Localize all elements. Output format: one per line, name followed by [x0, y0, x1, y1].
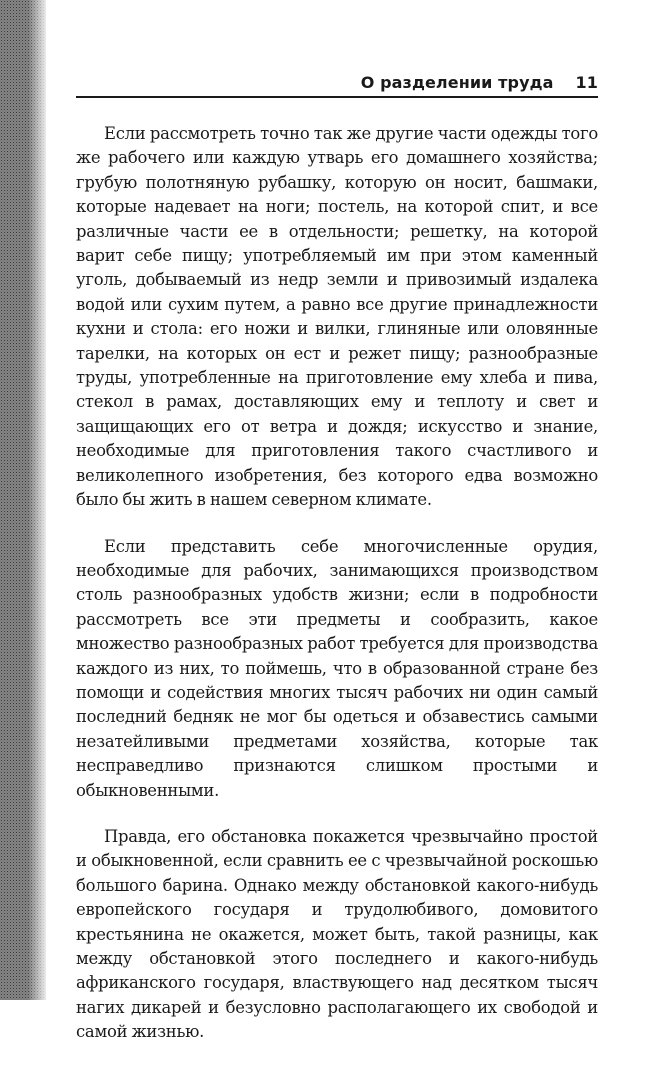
page-edge-shadow: [0, 0, 46, 1000]
body-text: [76, 122, 598, 1067]
paragraph-3: Правда, его обстановка покажется чрезвычайно простой и обыкновенной, если сравнить ее с чрезвычайной роскошью большого барина. Однако между обстановкой какого-нибудь европейского государя и трудолюбивого, домовитого крестьянина не окажется, может быть, такой разницы, как между обстановкой этого последнего и какого-нибудь африканского государя, властвующего над десятком тысяч нагих дикарей и безусловно располагающего их свободой и самой жизнью.: [76, 826, 598, 1042]
chapter-title: О разделении труда: [360, 73, 554, 92]
running-head: [76, 70, 598, 98]
paragraph-1: Если рассмотреть точно так же другие части одежды того же рабочего или каждую утварь его домашнего хозяйства; грубую полотняную рубашку, которую он носит, башмаки, которые надевает на ноги; постель, на которой спит, и все различные части ее в отдельности; решетку, на которой варит себе пищу; употребляемый им при этом каменный уголь, добываемый из недр земли и привозимый издалека водой или сухим путем, а равно все другие принадлежности кухни и стола: его ножи и вилки, глиняные или оловянные тарелки, на которых он ест и режет пищу; разнообразные труды, употребленные на приготовление ему хлеба и пива, стекол в рамах, доставляющих ему и теплоту и свет и защищающих его от ветра и дождя; искусство и знание, необходимые для приготовления такого счастливого и великолепного изобретения, без которого едва возможно было бы жить в нашем северном климате.: [76, 124, 598, 510]
page-number: 11: [575, 73, 598, 92]
paragraph-2: Если представить себе многочисленные орудия, необходимые для рабочих, занимающихся производством столь разнообразных удобств жизни; если в подробности рассмотреть все эти предметы и сообразить, какое множество разнообразных работ требуется для производства каждого из них, то поймешь, что в образованной стране без помощи и содействия многих тысяч рабочих ни один самый последний бедняк не мог бы одеться и обзавестись самыми незатейливыми предметами хозяйства, которые так несправедливо признаются слишком простыми и обыкновенными.: [76, 536, 598, 800]
